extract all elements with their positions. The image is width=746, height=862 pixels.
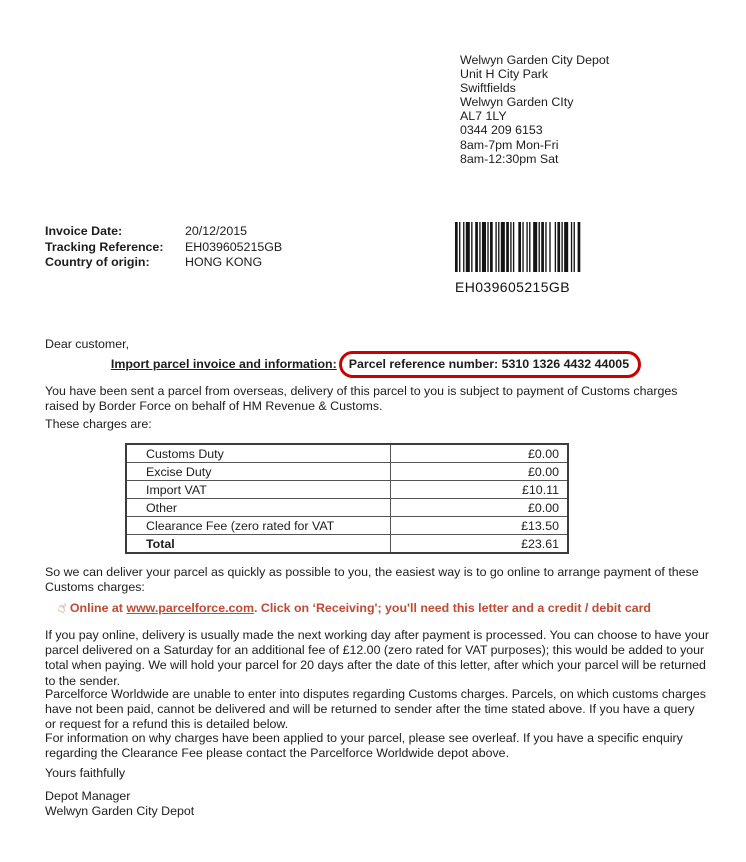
- charge-label: Excise Duty: [126, 463, 391, 481]
- charge-label: Other: [126, 499, 391, 517]
- online-suffix-text: . Click on ‘Receiving'; you'll need this letter and a credit / debit card: [254, 601, 651, 615]
- sender-address-line: Unit H City Park: [460, 67, 549, 82]
- sender-phone: 0344 209 6153: [460, 123, 543, 138]
- salutation: Dear customer,: [45, 337, 130, 351]
- signature-block: [45, 789, 709, 819]
- table-row: [126, 481, 568, 499]
- signature-depot: Welwyn Garden City Depot: [45, 804, 195, 818]
- intro-paragraph: You have been sent a parcel from overseas, delivery of this parcel to you is subject to payment of Customs charges raised by Border Force on behalf of HM Revenue & Customs.: [45, 384, 678, 414]
- closing-text: Yours faithfully: [45, 766, 126, 780]
- charge-amount: £10.11: [391, 481, 569, 499]
- table-row: [126, 444, 568, 463]
- sender-hours-weekday: 8am-7pm Mon-Fri: [460, 137, 559, 152]
- barcode-block: [455, 222, 583, 295]
- table-row: [126, 499, 568, 517]
- barcode-text: EH039605215GB: [455, 279, 570, 295]
- parcel-reference-highlight: [339, 351, 641, 378]
- heading-underlined-text: Import parcel invoice and information:: [110, 357, 337, 371]
- table-row-total: [126, 535, 568, 554]
- sender-address-line: Swiftfields: [460, 81, 516, 96]
- online-prefix-text: Online at: [69, 601, 127, 615]
- tracking-reference-row: [45, 240, 282, 256]
- overleaf-paragraph: For information on why charges have been applied to your parcel, please see overleaf. If you have a specific enquiry regarding the Clearance Fee please contact the Parcelforce Worldwide depot above.: [45, 731, 683, 761]
- invoice-date-row: [45, 224, 282, 240]
- charge-amount: £0.00: [391, 499, 569, 517]
- sender-address-line: Welwyn Garden CIty: [460, 95, 574, 110]
- table-row: [126, 463, 568, 481]
- sender-address-line: AL7 1LY: [460, 109, 507, 124]
- charges-lead-text: These charges are:: [45, 417, 152, 431]
- total-amount: £23.61: [391, 535, 569, 554]
- charge-amount: £0.00: [391, 444, 569, 463]
- invoice-date-label: Invoice Date:: [45, 224, 123, 238]
- table-row: [126, 517, 568, 535]
- pointing-hand-icon: ☝: [56, 599, 69, 616]
- charges-table: [125, 443, 569, 554]
- online-payment-line: [58, 600, 706, 616]
- charge-label: Clearance Fee (zero rated for VAT: [126, 517, 391, 535]
- pay-online-details-paragraph: If you pay online, delivery is usually made the next working day after payment is processed. You can choose to have your parcel delivered on a Saturday for an additional fee of £12.00 (zero rated for VAT purposes); this would be added to your total when paying. We will hold your parcel for 20 days after the date of this letter, after which your parcel will be returned to the sender.: [45, 628, 709, 688]
- charge-label: Import VAT: [126, 481, 391, 499]
- tracking-reference-value: EH039605215GB: [185, 239, 283, 254]
- pay-online-lead-paragraph: So we can deliver your parcel as quickly as possible to you, the easiest way is to go online to arrange payment of these Customs charges:: [45, 565, 699, 595]
- total-label: Total: [126, 535, 391, 554]
- tracking-reference-label: Tracking Reference:: [45, 239, 164, 254]
- disputes-paragraph: Parcelforce Worldwide are unable to enter into disputes regarding Customs charges. Parcels, on which customs charges have not been paid, cannot be delivered and will be returned to sender after the time stated above. If you have a query or request for a refund this is detailed below.: [45, 687, 706, 732]
- sender-hours-saturday: 8am-12:30pm Sat: [460, 151, 559, 166]
- sender-address-block: [460, 53, 609, 166]
- country-of-origin-value: HONG KONG: [185, 255, 263, 269]
- country-of-origin-label: Country of origin:: [45, 255, 150, 269]
- parcel-reference-text: Parcel reference number: 5310 1326 4432 44005: [348, 356, 630, 371]
- country-of-origin-row: [45, 255, 282, 271]
- invoice-info-block: [45, 224, 282, 271]
- charge-label: Customs Duty: [126, 444, 391, 463]
- signature-role: Depot Manager: [45, 789, 131, 803]
- invoice-date-value: 20/12/2015: [185, 224, 248, 238]
- letter-heading: [45, 346, 707, 382]
- charge-amount: £0.00: [391, 463, 569, 481]
- barcode-icon: [455, 222, 583, 272]
- parcelforce-link[interactable]: www.parcelforce.com: [126, 601, 255, 615]
- sender-address-line: Welwyn Garden City Depot: [460, 53, 610, 67]
- charge-amount: £13.50: [391, 517, 569, 535]
